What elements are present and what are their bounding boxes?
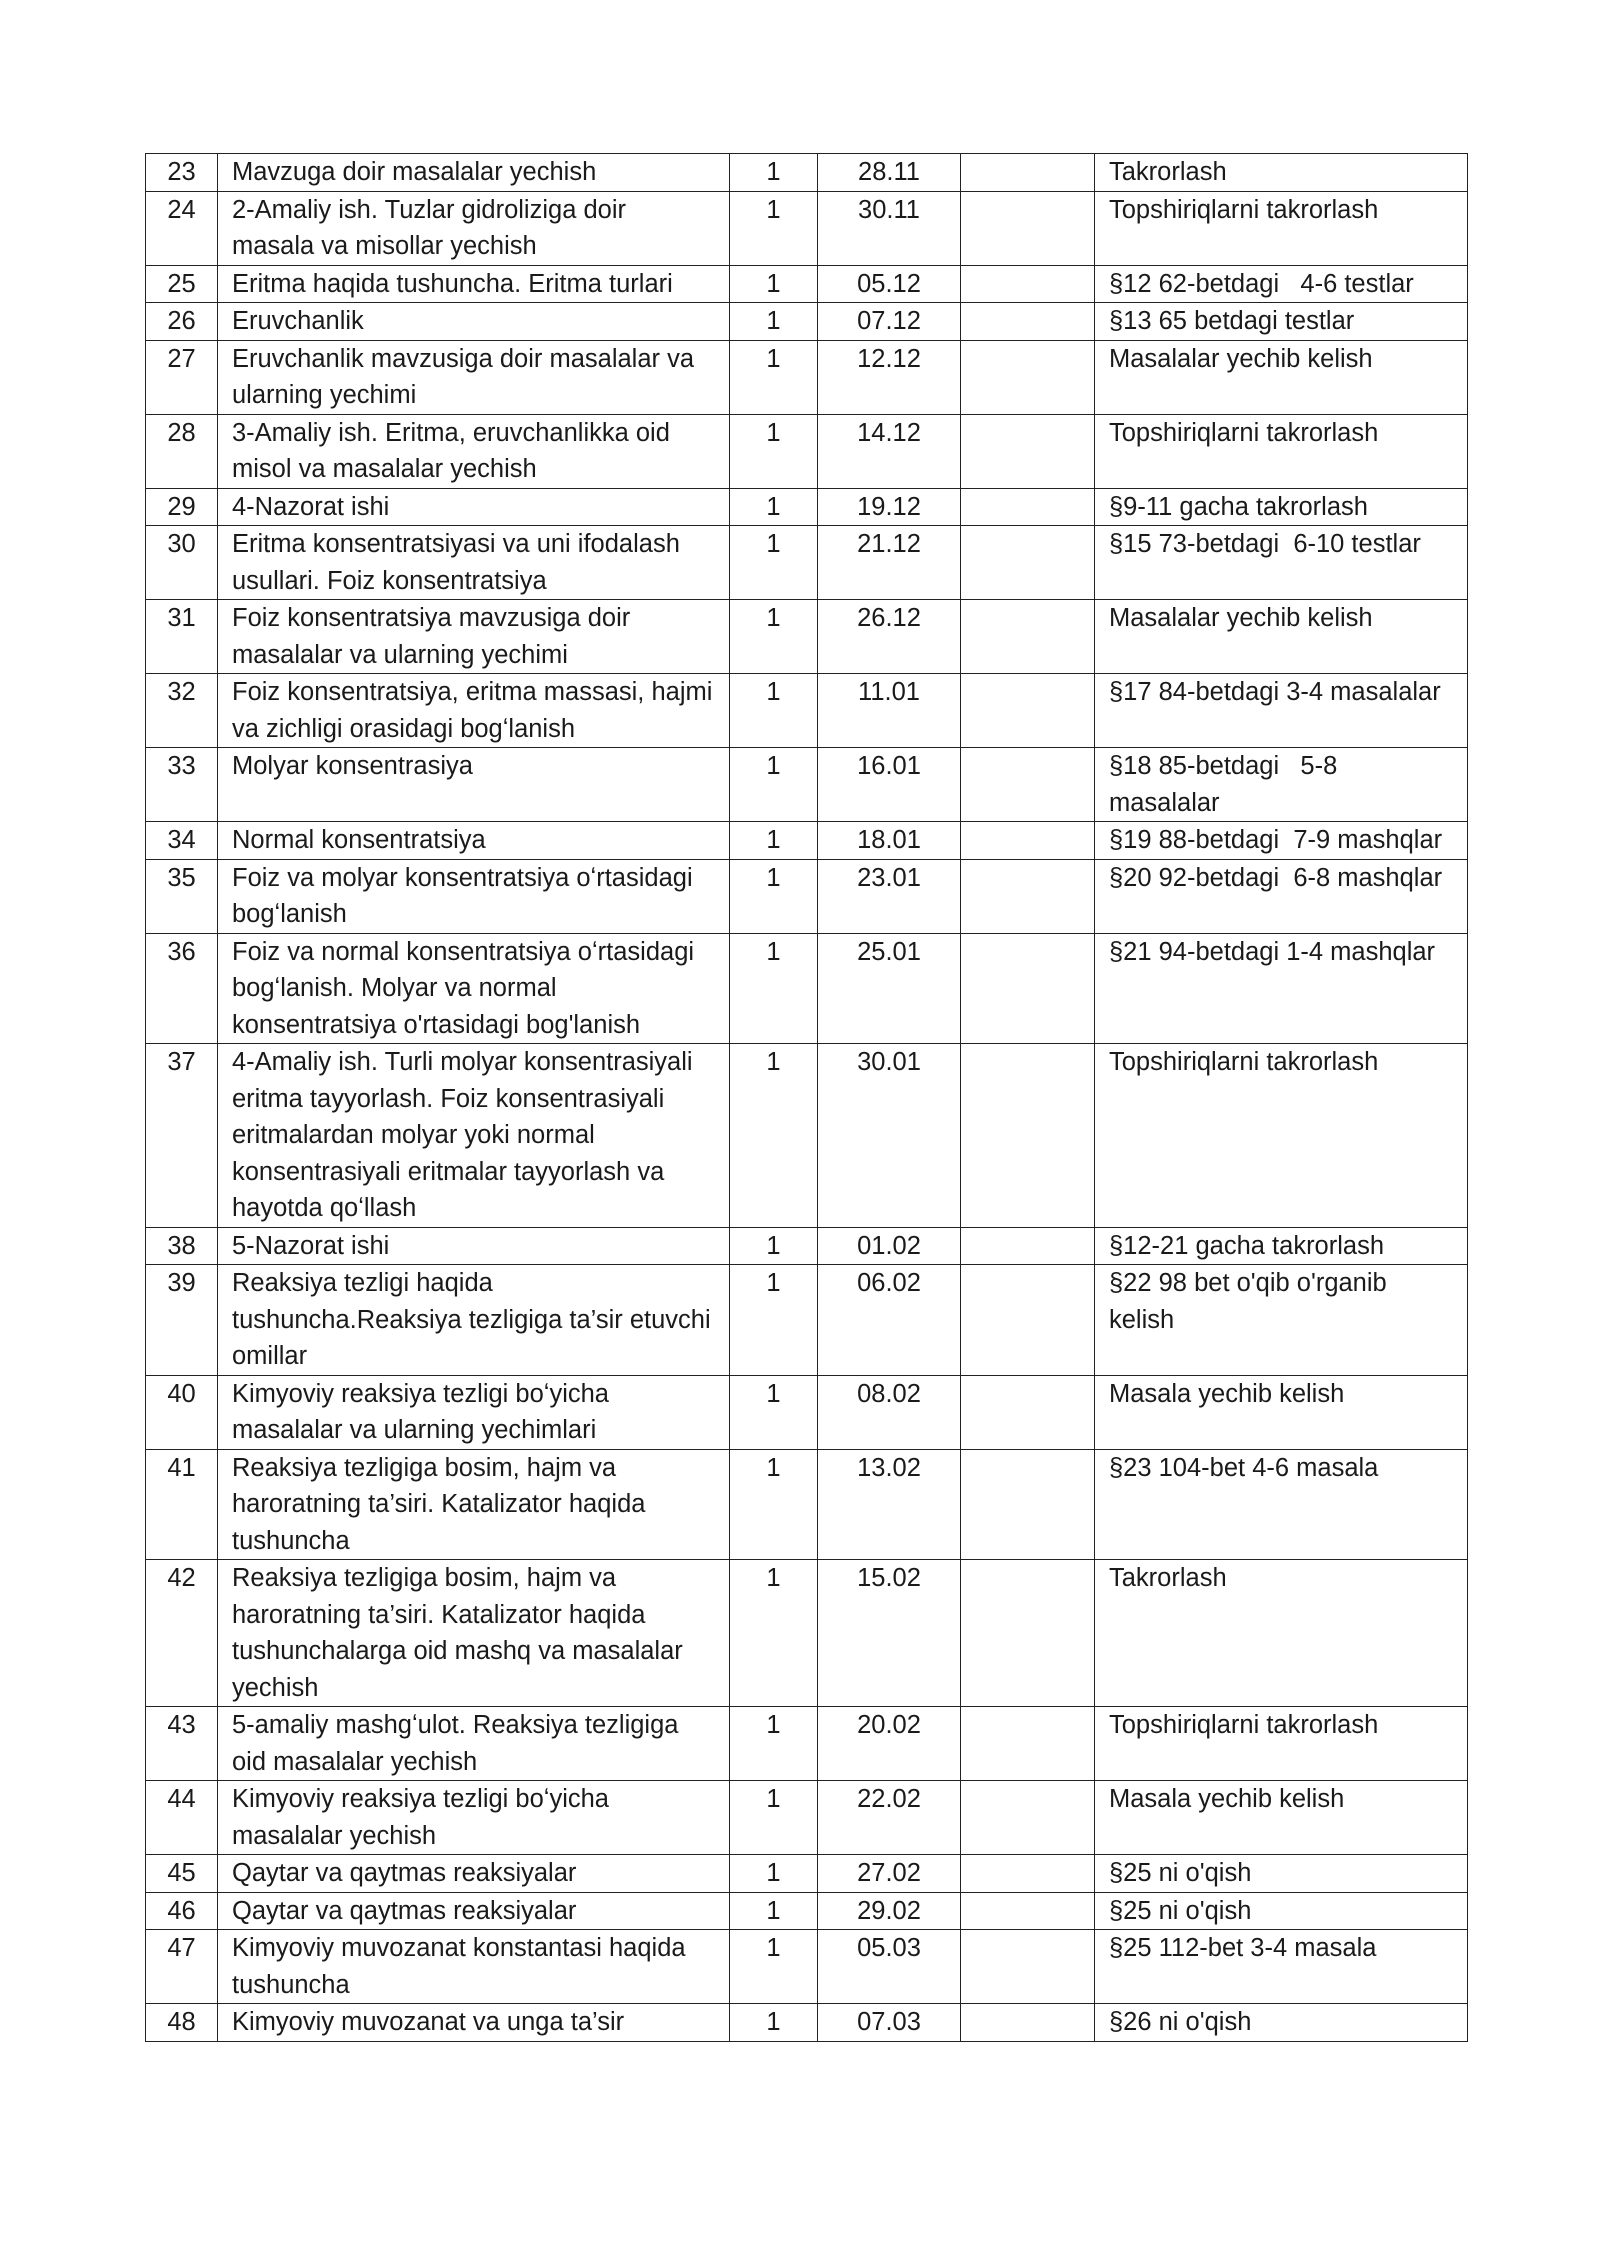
table-row — [146, 340, 1468, 414]
lesson-plan-page — [145, 153, 1467, 2042]
lesson-date-cell: 07.03 — [818, 2004, 961, 2042]
lesson-homework-cell: §15 73-betdagi 6-10 testlar — [1095, 526, 1468, 600]
lesson-topic-cell: Reaksiya tezligi haqida tushuncha.Reaksiya tezligiga ta’sir etuvchi omillar — [218, 1265, 730, 1376]
lesson-extra-cell — [961, 265, 1095, 303]
lesson-extra-cell — [961, 1265, 1095, 1376]
lesson-homework-cell: Masala yechib kelish — [1095, 1781, 1468, 1855]
lesson-number-cell: 42 — [146, 1560, 218, 1707]
lesson-date-cell: 21.12 — [818, 526, 961, 600]
lesson-homework-cell: §9-11 gacha takrorlash — [1095, 488, 1468, 526]
lesson-topic-cell: 5-amaliy mashgʻulot. Reaksiya tezligiga oid masalalar yechish — [218, 1707, 730, 1781]
lesson-hours-cell: 1 — [730, 933, 818, 1044]
lesson-date-cell: 15.02 — [818, 1560, 961, 1707]
lesson-number-cell: 34 — [146, 822, 218, 860]
lesson-hours-cell: 1 — [730, 1227, 818, 1265]
lesson-homework-cell: §21 94-betdagi 1-4 mashqlar — [1095, 933, 1468, 1044]
lesson-hours-cell: 1 — [730, 2004, 818, 2042]
lesson-extra-cell — [961, 191, 1095, 265]
table-row — [146, 191, 1468, 265]
lesson-date-cell: 30.01 — [818, 1044, 961, 1228]
lesson-homework-cell: Topshiriqlarni takrorlash — [1095, 191, 1468, 265]
lesson-hours-cell: 1 — [730, 1044, 818, 1228]
lesson-hours-cell: 1 — [730, 1707, 818, 1781]
lesson-date-cell: 20.02 — [818, 1707, 961, 1781]
lesson-homework-cell: §12-21 gacha takrorlash — [1095, 1227, 1468, 1265]
lesson-number-cell: 43 — [146, 1707, 218, 1781]
lesson-extra-cell — [961, 1044, 1095, 1228]
lesson-number-cell: 31 — [146, 600, 218, 674]
lesson-homework-cell: §13 65 betdagi testlar — [1095, 303, 1468, 341]
lesson-hours-cell: 1 — [730, 600, 818, 674]
lesson-homework-cell: Masala yechib kelish — [1095, 1375, 1468, 1449]
lesson-extra-cell — [961, 1560, 1095, 1707]
lesson-date-cell: 11.01 — [818, 674, 961, 748]
lesson-homework-cell: §22 98 bet o'qib o'rganib kelish — [1095, 1265, 1468, 1376]
lesson-number-cell: 40 — [146, 1375, 218, 1449]
lesson-extra-cell — [961, 1892, 1095, 1930]
lesson-topic-cell: Reaksiya tezligiga bosim, hajm va haroratning ta’siri. Katalizator haqida tushunchalarga oid mashq va masalalar yechish — [218, 1560, 730, 1707]
table-row — [146, 1560, 1468, 1707]
lesson-homework-cell: §19 88-betdagi 7-9 mashqlar — [1095, 822, 1468, 860]
lesson-topic-cell: 5-Nazorat ishi — [218, 1227, 730, 1265]
lesson-date-cell: 01.02 — [818, 1227, 961, 1265]
lesson-topic-cell: Normal konsentratsiya — [218, 822, 730, 860]
lesson-extra-cell — [961, 154, 1095, 192]
lesson-date-cell: 25.01 — [818, 933, 961, 1044]
lesson-date-cell: 13.02 — [818, 1449, 961, 1560]
lesson-hours-cell: 1 — [730, 1855, 818, 1893]
lesson-date-cell: 05.12 — [818, 265, 961, 303]
lesson-extra-cell — [961, 748, 1095, 822]
lesson-number-cell: 25 — [146, 265, 218, 303]
table-row — [146, 1930, 1468, 2004]
lesson-extra-cell — [961, 1930, 1095, 2004]
lesson-extra-cell — [961, 1855, 1095, 1893]
lesson-homework-cell: §12 62-betdagi 4-6 testlar — [1095, 265, 1468, 303]
lesson-extra-cell — [961, 1781, 1095, 1855]
lesson-topic-cell: Qaytar va qaytmas reaksiyalar — [218, 1855, 730, 1893]
table-row — [146, 526, 1468, 600]
lesson-topic-cell: Kimyoviy reaksiya tezligi boʻyicha masalalar yechish — [218, 1781, 730, 1855]
table-row — [146, 600, 1468, 674]
lesson-hours-cell: 1 — [730, 1781, 818, 1855]
lesson-topic-cell: Foiz va normal konsentratsiya oʻrtasidagi bogʻlanish. Molyar va normal konsentratsiya o'rtasidagi bog'lanish — [218, 933, 730, 1044]
lesson-topic-cell: Qaytar va qaytmas reaksiyalar — [218, 1892, 730, 1930]
lesson-hours-cell: 1 — [730, 526, 818, 600]
lesson-homework-cell: §25 ni o'qish — [1095, 1892, 1468, 1930]
lesson-topic-cell: Foiz konsentratsiya mavzusiga doir masalalar va ularning yechimi — [218, 600, 730, 674]
lesson-number-cell: 47 — [146, 1930, 218, 2004]
lesson-hours-cell: 1 — [730, 303, 818, 341]
lesson-number-cell: 23 — [146, 154, 218, 192]
lesson-plan-table — [145, 153, 1468, 2042]
lesson-date-cell: 30.11 — [818, 191, 961, 265]
table-row — [146, 414, 1468, 488]
lesson-topic-cell: Kimyoviy muvozanat va unga ta’sir — [218, 2004, 730, 2042]
lesson-number-cell: 33 — [146, 748, 218, 822]
lesson-number-cell: 35 — [146, 859, 218, 933]
lesson-date-cell: 14.12 — [818, 414, 961, 488]
lesson-homework-cell: §25 ni o'qish — [1095, 1855, 1468, 1893]
table-row — [146, 265, 1468, 303]
lesson-date-cell: 18.01 — [818, 822, 961, 860]
lesson-number-cell: 36 — [146, 933, 218, 1044]
table-row — [146, 1781, 1468, 1855]
lesson-topic-cell: Mavzuga doir masalalar yechish — [218, 154, 730, 192]
table-row — [146, 2004, 1468, 2042]
lesson-number-cell: 46 — [146, 1892, 218, 1930]
lesson-number-cell: 38 — [146, 1227, 218, 1265]
lesson-topic-cell: Foiz konsentratsiya, eritma massasi, hajmi va zichligi orasidagi bogʻlanish — [218, 674, 730, 748]
lesson-topic-cell: Molyar konsentrasiya — [218, 748, 730, 822]
lesson-topic-cell: 2-Amaliy ish. Tuzlar gidroliziga doir masala va misollar yechish — [218, 191, 730, 265]
lesson-homework-cell: Masalalar yechib kelish — [1095, 340, 1468, 414]
lesson-date-cell: 07.12 — [818, 303, 961, 341]
lesson-date-cell: 19.12 — [818, 488, 961, 526]
lesson-homework-cell: §17 84-betdagi 3-4 masalalar — [1095, 674, 1468, 748]
lesson-topic-cell: 3-Amaliy ish. Eritma, eruvchanlikka oid misol va masalalar yechish — [218, 414, 730, 488]
lesson-number-cell: 41 — [146, 1449, 218, 1560]
lesson-hours-cell: 1 — [730, 488, 818, 526]
lesson-extra-cell — [961, 1707, 1095, 1781]
lesson-extra-cell — [961, 488, 1095, 526]
table-row — [146, 1892, 1468, 1930]
lesson-hours-cell: 1 — [730, 191, 818, 265]
lesson-date-cell: 16.01 — [818, 748, 961, 822]
lesson-topic-cell: 4-Amaliy ish. Turli molyar konsentrasiyali eritma tayyorlash. Foiz konsentrasiyali eritmalardan molyar yoki normal konsentrasiyali eritmalar tayyorlash va hayotda qoʻllash — [218, 1044, 730, 1228]
lesson-date-cell: 26.12 — [818, 600, 961, 674]
lesson-extra-cell — [961, 600, 1095, 674]
lesson-date-cell: 12.12 — [818, 340, 961, 414]
lesson-number-cell: 44 — [146, 1781, 218, 1855]
lesson-number-cell: 26 — [146, 303, 218, 341]
table-row — [146, 933, 1468, 1044]
lesson-hours-cell: 1 — [730, 1449, 818, 1560]
lesson-hours-cell: 1 — [730, 674, 818, 748]
lesson-extra-cell — [961, 526, 1095, 600]
table-row — [146, 1227, 1468, 1265]
lesson-extra-cell — [961, 1375, 1095, 1449]
lesson-extra-cell — [961, 933, 1095, 1044]
lesson-date-cell: 05.03 — [818, 1930, 961, 2004]
table-row — [146, 674, 1468, 748]
lesson-homework-cell: Takrorlash — [1095, 1560, 1468, 1707]
lesson-date-cell: 06.02 — [818, 1265, 961, 1376]
lesson-hours-cell: 1 — [730, 1892, 818, 1930]
lesson-topic-cell: 4-Nazorat ishi — [218, 488, 730, 526]
lesson-topic-cell: Foiz va molyar konsentratsiya oʻrtasidagi bogʻlanish — [218, 859, 730, 933]
lesson-topic-cell: Reaksiya tezligiga bosim, hajm va haroratning ta’siri. Katalizator haqida tushuncha — [218, 1449, 730, 1560]
lesson-topic-cell: Eruvchanlik — [218, 303, 730, 341]
table-row — [146, 488, 1468, 526]
lesson-hours-cell: 1 — [730, 1930, 818, 2004]
lesson-hours-cell: 1 — [730, 1560, 818, 1707]
lesson-homework-cell: Masalalar yechib kelish — [1095, 600, 1468, 674]
lesson-date-cell: 28.11 — [818, 154, 961, 192]
lesson-extra-cell — [961, 303, 1095, 341]
lesson-hours-cell: 1 — [730, 859, 818, 933]
lesson-extra-cell — [961, 1227, 1095, 1265]
lesson-date-cell: 22.02 — [818, 1781, 961, 1855]
table-row — [146, 154, 1468, 192]
lesson-hours-cell: 1 — [730, 154, 818, 192]
lesson-extra-cell — [961, 822, 1095, 860]
lesson-date-cell: 27.02 — [818, 1855, 961, 1893]
lesson-number-cell: 28 — [146, 414, 218, 488]
table-row — [146, 748, 1468, 822]
lesson-homework-cell: §25 112-bet 3-4 masala — [1095, 1930, 1468, 2004]
table-row — [146, 1265, 1468, 1376]
lesson-extra-cell — [961, 859, 1095, 933]
table-row — [146, 1449, 1468, 1560]
table-row — [146, 303, 1468, 341]
lesson-date-cell: 08.02 — [818, 1375, 961, 1449]
lesson-homework-cell: §23 104-bet 4-6 masala — [1095, 1449, 1468, 1560]
table-row — [146, 859, 1468, 933]
lesson-number-cell: 37 — [146, 1044, 218, 1228]
table-row — [146, 1855, 1468, 1893]
lesson-hours-cell: 1 — [730, 414, 818, 488]
lesson-number-cell: 45 — [146, 1855, 218, 1893]
lesson-extra-cell — [961, 340, 1095, 414]
lesson-homework-cell: §20 92-betdagi 6-8 mashqlar — [1095, 859, 1468, 933]
lesson-date-cell: 23.01 — [818, 859, 961, 933]
lesson-topic-cell: Kimyoviy reaksiya tezligi boʻyicha masalalar va ularning yechimlari — [218, 1375, 730, 1449]
lesson-homework-cell: Topshiriqlarni takrorlash — [1095, 1707, 1468, 1781]
lesson-hours-cell: 1 — [730, 822, 818, 860]
lesson-topic-cell: Eruvchanlik mavzusiga doir masalalar va ularning yechimi — [218, 340, 730, 414]
table-row — [146, 1707, 1468, 1781]
lesson-number-cell: 32 — [146, 674, 218, 748]
lesson-topic-cell: Kimyoviy muvozanat konstantasi haqida tushuncha — [218, 1930, 730, 2004]
lesson-homework-cell: Topshiriqlarni takrorlash — [1095, 414, 1468, 488]
lesson-hours-cell: 1 — [730, 1265, 818, 1376]
lesson-date-cell: 29.02 — [818, 1892, 961, 1930]
lesson-number-cell: 24 — [146, 191, 218, 265]
lesson-hours-cell: 1 — [730, 748, 818, 822]
lesson-homework-cell: Topshiriqlarni takrorlash — [1095, 1044, 1468, 1228]
lesson-homework-cell: §18 85-betdagi 5-8 masalalar — [1095, 748, 1468, 822]
lesson-homework-cell: §26 ni o'qish — [1095, 2004, 1468, 2042]
table-row — [146, 822, 1468, 860]
lesson-number-cell: 30 — [146, 526, 218, 600]
lesson-number-cell: 29 — [146, 488, 218, 526]
table-row — [146, 1375, 1468, 1449]
lesson-topic-cell: Eritma konsentratsiyasi va uni ifodalash usullari. Foiz konsentratsiya — [218, 526, 730, 600]
lesson-hours-cell: 1 — [730, 265, 818, 303]
lesson-plan-body — [146, 154, 1468, 2042]
lesson-hours-cell: 1 — [730, 340, 818, 414]
lesson-number-cell: 48 — [146, 2004, 218, 2042]
lesson-number-cell: 27 — [146, 340, 218, 414]
lesson-topic-cell: Eritma haqida tushuncha. Eritma turlari — [218, 265, 730, 303]
lesson-hours-cell: 1 — [730, 1375, 818, 1449]
lesson-extra-cell — [961, 414, 1095, 488]
lesson-extra-cell — [961, 1449, 1095, 1560]
table-row — [146, 1044, 1468, 1228]
lesson-number-cell: 39 — [146, 1265, 218, 1376]
lesson-extra-cell — [961, 2004, 1095, 2042]
lesson-extra-cell — [961, 674, 1095, 748]
lesson-homework-cell: Takrorlash — [1095, 154, 1468, 192]
